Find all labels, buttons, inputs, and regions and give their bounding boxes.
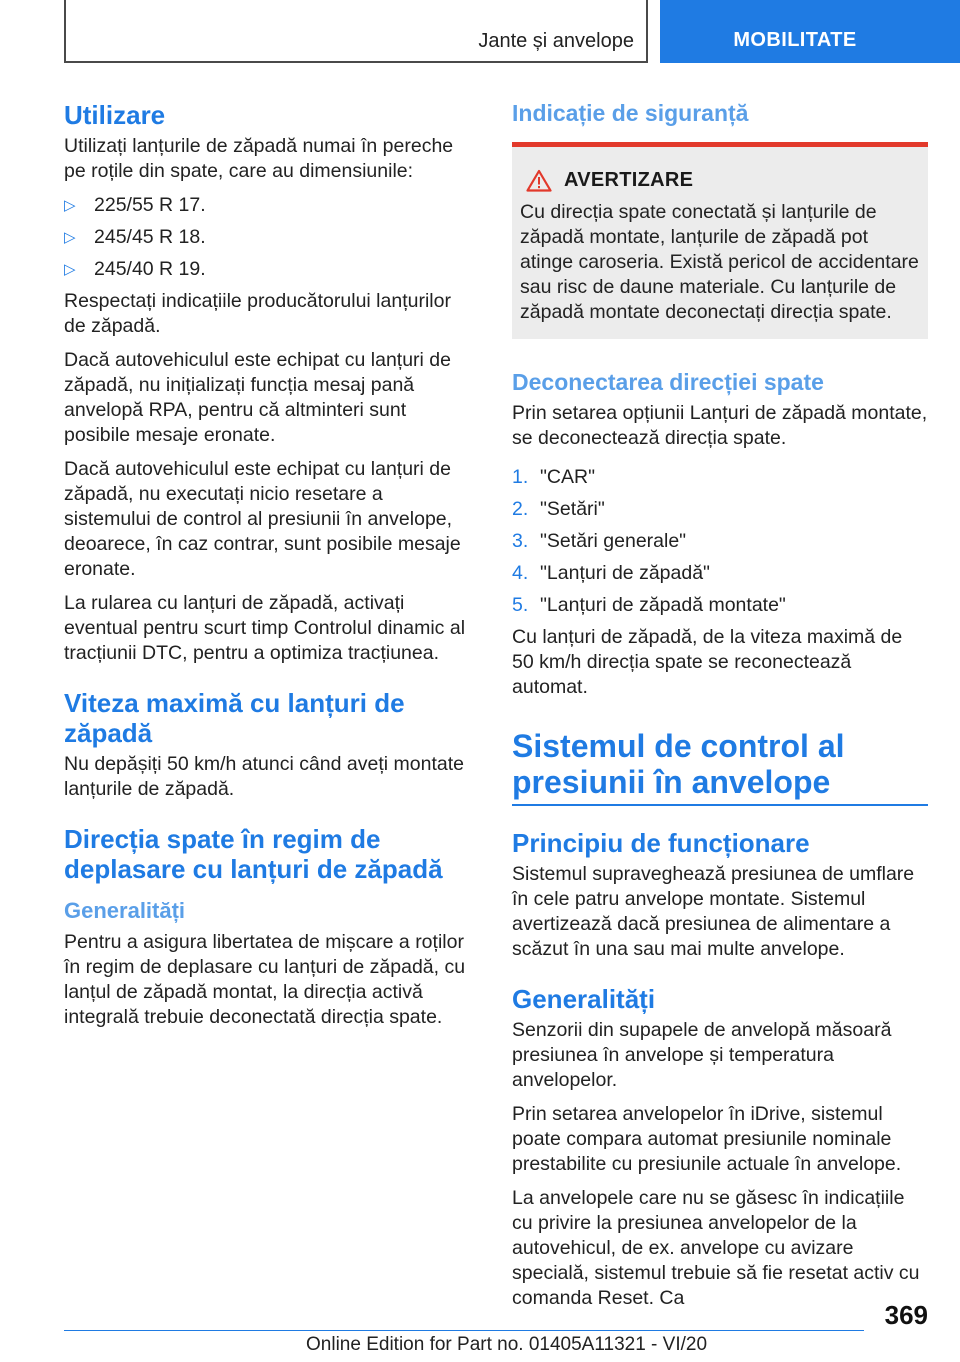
paragraph-utilizare-3: Dacă autovehiculul este echipat cu lanțuri de zăpadă, nu executați nicio resetare a sistemului de control al presiunii în anvelope, deoarece, în caz contrar, sunt posibile mesaje eronate.	[64, 458, 461, 580]
warning-box	[512, 142, 928, 339]
heading-principiu: Principiu de funcționare	[512, 828, 810, 858]
list-item: 3. "Setări generale"	[512, 530, 687, 552]
paragraph-utilizare-intro: Utilizați lanțurile de zăpadă numai în pereche pe roțile din spate, care au dimensiunile:	[64, 135, 454, 182]
left-column	[64, 100, 474, 1039]
footer-edition: Online Edition for Part no. 01405A11321 - VI/20	[306, 1334, 708, 1355]
heading-sistemul: Sistemul de control al presiunii în anvelope	[512, 728, 928, 806]
header-chapter-label: MOBILITATE	[733, 29, 857, 51]
paragraph-deconectare-intro: Prin setarea opțiunii Lanțuri de zăpadă montate, se deconectează direcția spate.	[512, 402, 928, 449]
subheading-generalitati-left: Generalități	[64, 898, 186, 923]
list-item: 1. "CAR"	[512, 466, 596, 488]
warning-text: Cu direcția spate conectată și lanțurile de zăpadă montate, lanțurile de zăpadă pot atinge caroseria. Există pericol de accidentare sau risc de daune materiale. Cu lanțurile de zăpadă montate deconectați direcția spate.	[520, 201, 919, 323]
paragraph-generalitati-2: Prin setarea anvelopelor în iDrive, sistemul poate compara automat presiunile nominale prestabilite cu presiunile actuale în anvelope.	[512, 1103, 902, 1175]
paragraph-deconectare-outro: Cu lanțuri de zăpadă, de la viteza maximă de 50 km/h direcția spate se reconectează automat.	[512, 626, 903, 698]
list-item: ▷ 245/45 R 18.	[64, 226, 206, 248]
header-section-title: Jante și anvelope	[478, 30, 634, 52]
paragraph-generalitati-3: La anvelopele care nu se găsesc în indicațiile cu privire la presiunea anvelopelor de la autovehicul, de ex. anvelope cu avizare specială, sistemul trebuie să fie resetat activ cu comanda Reset. Ca	[512, 1187, 920, 1309]
page-number: 369	[884, 1300, 928, 1330]
paragraph-directia: Pentru a asigura libertatea de mișcare a roților în regim de deplasare cu lanțuri de zăpadă, cu lanțul de zăpadă montat, la direcția activă integrală trebuie deconectată direcția spate.	[64, 931, 466, 1028]
triangle-bullet-icon: ▷	[64, 261, 76, 278]
list-item: ▷ 225/55 R 17.	[64, 194, 206, 216]
paragraph-utilizare-1: Respectați indicațiile producătorului lanțurilor de zăpadă.	[64, 290, 451, 337]
warning-title	[520, 169, 920, 192]
footer-rule	[64, 1330, 864, 1331]
paragraph-generalitati-1: Senzorii din supapele de anvelopă măsoară presiunea în anvelope și temperatura anvelopelor.	[512, 1019, 892, 1091]
heading-directia-spate: Direcția spate în regim de deplasare cu lanțuri de zăpadă	[64, 824, 443, 884]
paragraph-viteza: Nu depășiți 50 km/h atunci când aveți montate lanțurile de zăpadă.	[64, 753, 464, 800]
list-item: ▷ 245/40 R 19.	[64, 258, 206, 280]
header-box	[64, 0, 648, 63]
paragraph-utilizare-2: Dacă autovehiculul este echipat cu lanțuri de zăpadă, nu inițializați funcția mesaj pană anvelopă RPA, pentru că altminteri sunt posibile mesaje eronate.	[64, 349, 451, 446]
heading-utilizare: Utilizare	[64, 100, 166, 130]
tire-size-list	[64, 193, 474, 282]
steps-list	[512, 465, 928, 618]
list-item: 2. "Setări"	[512, 498, 605, 520]
warning-label: AVERTIZARE	[564, 169, 694, 191]
heading-safety: Indicație de siguranță	[512, 100, 749, 126]
paragraph-utilizare-4: La rularea cu lanțuri de zăpadă, activați eventual pentru scurt timp Controlul dinamic al tracțiunii DTC, pentru a optimiza tracțiunea.	[64, 592, 466, 664]
triangle-bullet-icon: ▷	[64, 197, 76, 214]
triangle-bullet-icon: ▷	[64, 229, 76, 246]
list-item: 4. "Lanțuri de zăpadă"	[512, 562, 710, 584]
heading-generalitati-right: Generalități	[512, 984, 656, 1014]
header-chapter-tab	[660, 0, 960, 63]
heading-viteza-maxima: Viteza maximă cu lanțuri de zăpadă	[64, 688, 405, 748]
paragraph-principiu: Sistemul supraveghează presiunea de umflare în cele patru anvelope montate. Sistemul avertizează dacă presiunea de alimentare a scăzut în una sau mai multe anvelope.	[512, 863, 915, 960]
warning-triangle-icon	[526, 169, 552, 192]
list-item: 5. "Lanțuri de zăpadă montate"	[512, 594, 786, 616]
heading-deconectare: Deconectarea direcției spate	[512, 369, 824, 395]
right-column	[512, 100, 928, 1320]
